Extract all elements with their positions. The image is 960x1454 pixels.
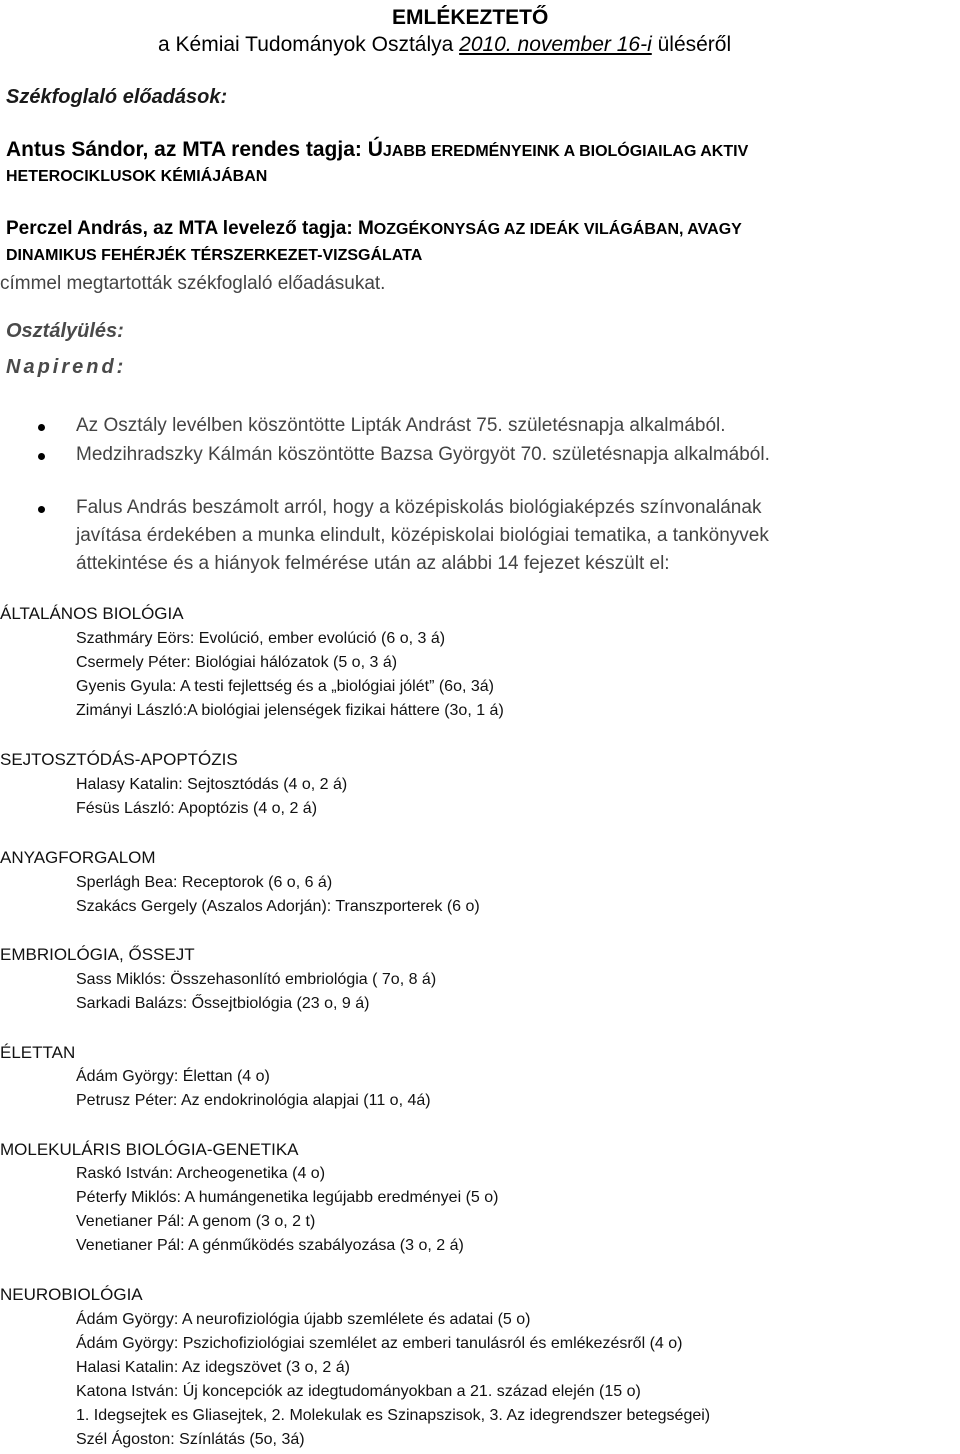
- bullet-icon: [38, 506, 45, 513]
- chapter-title: NEUROBIOLÓGIA: [0, 1285, 143, 1304]
- chapter-item: Péterfy Miklós: A humángenetika legújabb eredményei (5 o): [76, 1189, 499, 1206]
- chapter-item: Szathmáry Eörs: Evolúció, ember evolúció (6 o, 3 á): [76, 630, 446, 647]
- chapter-item: Szél Ágoston: Színlátás (5o, 3á): [76, 1431, 305, 1448]
- section-heading-meeting: Osztályülés:: [6, 320, 124, 342]
- chapter-item: Szakács Gergely (Aszalos Adorján): Transzporterek (6 o): [76, 898, 480, 915]
- agenda-item-text: Falus András beszámolt arról, hogy a középiskolás biológiaképzés színvonalának: [76, 497, 762, 518]
- agenda-item-text: Az Osztály levélben köszöntötte Lipták Andrást 75. születésnapja alkalmából.: [76, 415, 726, 436]
- section-subheading-agenda: Napirend:: [6, 356, 127, 378]
- chapter-item: Ádám György: A neurofiziológia újabb szemlélete és adatai (5 o): [76, 1311, 531, 1328]
- chapter-item: Csermely Péter: Biológiai hálózatok (5 o, 3 á): [76, 654, 398, 671]
- chapter-item: Halasi Katalin: Az idegszövet (3 o, 2 á): [76, 1359, 350, 1376]
- chapter-item: Ádám György: Pszichofiziológiai szemlélet az emberi tanulásról és emlékezésről (4 o): [76, 1335, 683, 1352]
- agenda-item-continuation: áttekintése és a hiányok felmérése után az alábbi 14 fejezet készült el:: [76, 553, 670, 574]
- closing-sentence: címmel megtartották székfoglaló előadásukat.: [0, 273, 386, 294]
- title-antus-line2: HETEROCIKLUSOK KÉMIÁJÁBAN: [6, 168, 268, 185]
- chapter-title: EMBRIOLÓGIA, ŐSSEJT: [0, 945, 195, 964]
- agenda-item-text: Medzihradszky Kálmán köszöntötte Bazsa Györgyöt 70. születésnapja alkalmából.: [76, 444, 770, 465]
- chapter-item: Sperlágh Bea: Receptorok (6 o, 6 á): [76, 874, 333, 891]
- agenda-item-continuation: javítása érdekében a munka elindult, középiskolai biológiai tematika, a tankönyvek: [76, 525, 769, 546]
- document-title: EMLÉKEZTETŐ: [392, 6, 549, 29]
- subtitle-suffix: üléséről: [651, 33, 732, 56]
- presenter-perczel: Perczel András, az MTA levelező tagja:: [6, 218, 358, 239]
- presenter-antus: Antus Sándor, az MTA rendes tagja:: [6, 138, 368, 161]
- bullet-icon: [38, 453, 45, 460]
- chapter-item: Zimányi László:A biológiai jelenségek fizikai háttere (3o, 1 á): [76, 702, 504, 719]
- chapter-title: ÉLETTAN: [0, 1043, 76, 1062]
- title-antus-initial: Ú: [367, 138, 383, 161]
- bullet-icon: [38, 424, 45, 431]
- chapter-title: MOLEKULÁRIS BIOLÓGIA-GENETIKA: [0, 1140, 299, 1159]
- presentation-perczel: [6, 218, 742, 240]
- chapter-item: Halasy Katalin: Sejtosztódás (4 o, 2 á): [76, 776, 348, 793]
- meeting-date: 2010. november 16-i: [459, 33, 652, 56]
- chapter-item: Venetianer Pál: A génműködés szabályozása (3 o, 2 á): [76, 1237, 464, 1254]
- chapter-item: Raskó István: Archeogenetika (4 o): [76, 1165, 326, 1182]
- title-perczel-rest: OZGÉKONYSÁG AZ IDEÁK VILÁGÁBAN, AVAGY: [373, 221, 742, 238]
- subtitle-prefix: a Kémiai Tudományok Osztálya: [158, 33, 460, 56]
- title-perczel-line2: DINAMIKUS FEHÉRJÉK TÉRSZERKEZET-VIZSGÁLATA: [6, 247, 423, 264]
- title-perczel-initial: M: [357, 218, 374, 239]
- chapter-item: 1. Idegsejtek es Gliasejtek, 2. Molekulak es Szinapszisok, 3. Az idegrendszer betegségei): [76, 1407, 711, 1424]
- document-subtitle: [158, 33, 731, 57]
- chapter-title: ÁLTALÁNOS BIOLÓGIA: [0, 604, 184, 623]
- chapter-item: Gyenis Gyula: A testi fejlettség és a „biológiai jólét” (6o, 3á): [76, 678, 494, 695]
- chapter-item: Fésüs László: Apoptózis (4 o, 2 á): [76, 800, 318, 817]
- chapter-title: SEJTOSZTÓDÁS-APOPTÓZIS: [0, 750, 238, 769]
- chapter-item: Venetianer Pál: A genom (3 o, 2 t): [76, 1213, 316, 1230]
- chapter-item: Sarkadi Balázs: Őssejtbiológia (23 o, 9 á): [76, 995, 370, 1012]
- chapter-title: ANYAGFORGALOM: [0, 848, 156, 867]
- section-heading-inaugural: Székfoglaló előadások:: [6, 86, 228, 108]
- chapter-item: Ádám György: Élettan (4 o): [76, 1068, 270, 1085]
- chapter-item: Petrusz Péter: Az endokrinológia alapjai (11 o, 4á): [76, 1092, 431, 1109]
- chapter-item: Sass Miklós: Összehasonlító embriológia ( 7o, 8 á): [76, 971, 437, 988]
- presentation-antus: [6, 138, 748, 162]
- chapter-item: Katona István: Új koncepciók az idegtudományokban a 21. század elején (15 o): [76, 1383, 641, 1400]
- title-antus-rest: JABB EREDMÉNYEINK A BIOLÓGIAILAG AKTIV: [382, 143, 749, 160]
